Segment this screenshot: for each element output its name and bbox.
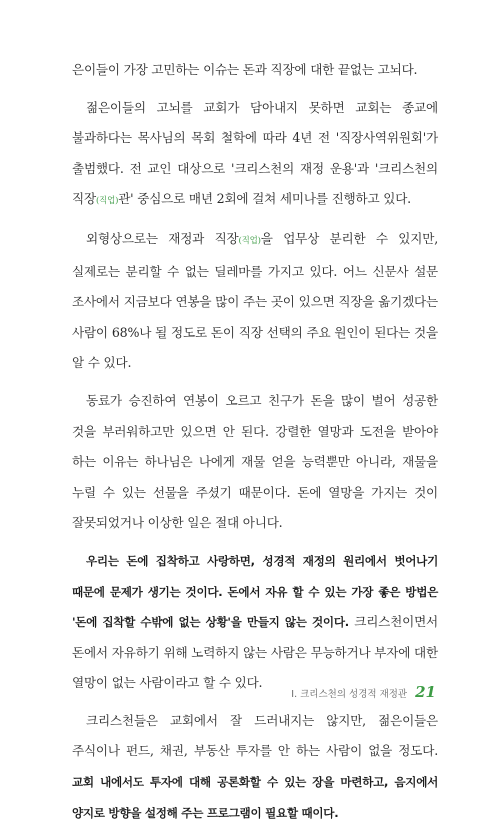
paragraph <box>72 224 438 379</box>
page-body <box>72 55 438 835</box>
text-sup: (직업) <box>238 235 261 246</box>
text-run: 관' 중심으로 매년 2회에 걸쳐 세미나를 진행하고 있다. <box>118 191 411 207</box>
paragraph <box>72 706 438 828</box>
text-run: 외형상으로는 재정과 직장 <box>86 230 239 246</box>
text-bold: 우리는 돈에 집착하고 사랑하면, 성경적 재정의 원리에서 벗어나기 때문에 문제가 생기는 것이다. 돈에서 자유 할 수 있는 가장 좋은 방법은 '돈에 집착할 수밖에 없는 상황'을 만들지 않는 것이다. <box>72 553 438 630</box>
text-run: 크리스천이면서 돈에서 자유하기 위해 노력하지 않는 사람은 무능하거나 부자에 대한 열망이 없는 사람이라고 할 수 있다. <box>72 614 439 691</box>
chapter-title: Ⅰ. 크리스천의 성경적 재정관 <box>291 689 408 700</box>
page-footer <box>291 683 436 701</box>
paragraph <box>72 386 438 539</box>
paragraph <box>72 93 438 217</box>
page-number: 21 <box>415 683 436 701</box>
text-run: 을 업무상 분리한 수 있지만, 실제로는 분리할 수 없는 딜레마를 가지고 있다. 어느 신문사 설문 조사에서 지금보다 연봉을 많이 주는 곳이 있으면 직장을 옮기겠다는 사람이 68%나 될 정도로 돈이 직장 선택의 주요 원인이 된다는 것을 알 수 있다. <box>72 230 438 371</box>
text-run: 젊은이들의 고뇌를 교회가 담아내지 못하면 교회는 종교에 불과하다는 목사님의 목회 철학에 따라 4년 전 '직장사역위원회'가 출범했다. 전 교인 대상으로 '크리스천의 재정 운용'과 '크리스천의 직장 <box>72 99 438 207</box>
text-run: 크리스천들은 교회에서 잘 드러내지는 않지만, 젊은이들은 주식이나 펀드, 채권, 부동산 투자를 안 하는 사람이 없을 정도다. <box>72 712 438 759</box>
text-sup: (직업) <box>95 196 119 207</box>
paragraph <box>72 55 438 86</box>
text-run: 동료가 승진하여 연봉이 오르고 친구가 돈을 많이 벌어 성공한 것을 부러워하고만 있으면 안 된다. 강렬한 열망과 도전을 받아야 하는 이유는 하나님은 나에게 재물 얻을 능력뿐만 아니라, 재물을 누릴 수 있는 선물을 주셨기 때문이다. 돈에 열망을 가지는 것이 잘못되었거나 이상한 일은 절대 아니다. <box>72 392 438 531</box>
text-mark: 교회 내에서도 투자에 대해 공론화할 수 있는 장을 마련하고, 음지에서 양지로 방향을 설정해 주는 프로그램이 필요할 때이다. <box>72 775 438 820</box>
text-run: 은이들이 가장 고민하는 이슈는 돈과 직장에 대한 끝없는 고뇌다. <box>72 62 418 77</box>
paragraph <box>72 546 438 699</box>
